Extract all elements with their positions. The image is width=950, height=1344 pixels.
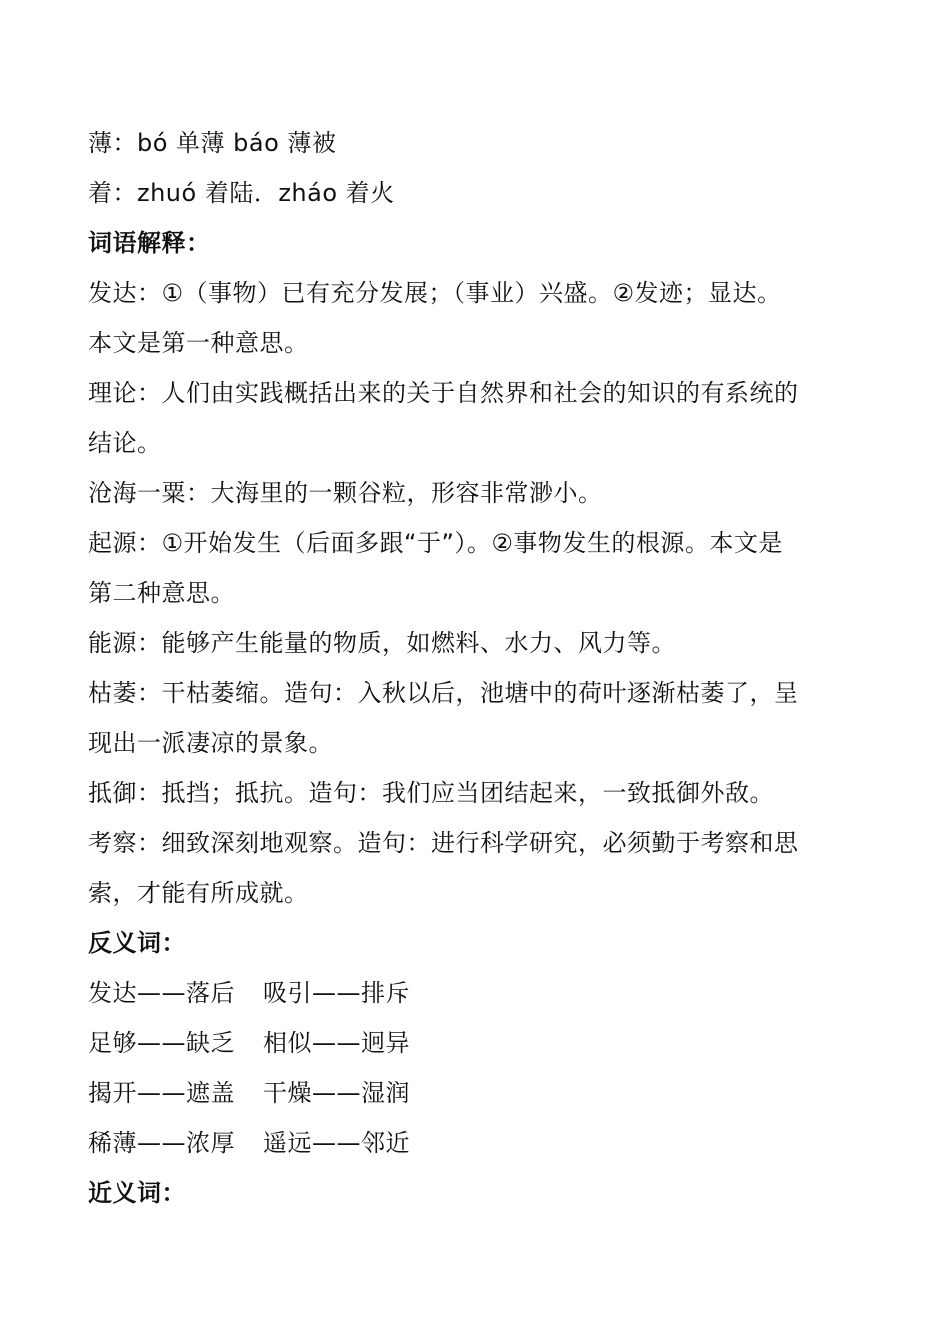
antonym-pair: 发达——落后 <box>88 979 235 1007</box>
polyphone-bao: 薄：bó 单薄 báo 薄被 <box>88 129 337 157</box>
polyphone-zhuo: 着：zhuó 着陆．zháo 着火 <box>88 179 395 207</box>
antonym-row <box>88 968 870 1018</box>
definition-nengyuan: 能源：能够产生能量的物质，如燃料、水力、风力等。 <box>88 629 676 657</box>
antonym-pair: 遥远——邻近 <box>263 1129 410 1157</box>
antonym-row <box>88 1018 870 1068</box>
definition-qiyuan-line-1: 起源：①开始发生（后面多跟“于”）。②事物发生的根源。本文是 <box>88 529 783 557</box>
definition-kaocha-line-2: 索，才能有所成就。 <box>88 879 309 907</box>
antonym-pair: 干燥——湿润 <box>263 1079 410 1107</box>
antonym-pair: 相似——迥异 <box>263 1029 410 1057</box>
antonym-pair: 吸引——排斥 <box>263 979 410 1007</box>
definition-kuwei-line-1: 枯萎：干枯萎缩。造句：入秋以后，池塘中的荷叶逐渐枯萎了，呈 <box>88 679 799 707</box>
definition-qiyuan-line-2: 第二种意思。 <box>88 579 235 607</box>
antonym-row <box>88 1068 870 1118</box>
definition-lilun-line-2: 结论。 <box>88 429 162 457</box>
synonyms-heading: 近义词： <box>88 1179 186 1207</box>
antonym-pair: 稀薄——浓厚 <box>88 1129 235 1157</box>
definition-fada-line-2: 本文是第一种意思。 <box>88 329 309 357</box>
antonyms-heading: 反义词： <box>88 929 186 957</box>
definition-lilun-line-1: 理论：人们由实践概括出来的关于自然界和社会的知识的有系统的 <box>88 379 799 407</box>
antonym-pair: 揭开——遮盖 <box>88 1079 235 1107</box>
definition-kuwei-line-2: 现出一派凄凉的景象。 <box>88 729 333 757</box>
definition-fada-line-1: 发达：①（事物）已有充分发展；（事业）兴盛。②发迹；显达。 <box>88 279 782 307</box>
definition-canghaiyisu: 沧海一粟：大海里的一颗谷粒，形容非常渺小。 <box>88 479 603 507</box>
definition-diyu: 抵御：抵挡；抵抗。造句：我们应当团结起来，一致抵御外敌。 <box>88 779 774 807</box>
antonym-row <box>88 1118 870 1168</box>
word-explanation-heading: 词语解释： <box>88 229 211 257</box>
definition-kaocha-line-1: 考察：细致深刻地观察。造句：进行科学研究，必须勤于考察和思 <box>88 829 799 857</box>
antonym-pair: 足够——缺乏 <box>88 1029 235 1057</box>
